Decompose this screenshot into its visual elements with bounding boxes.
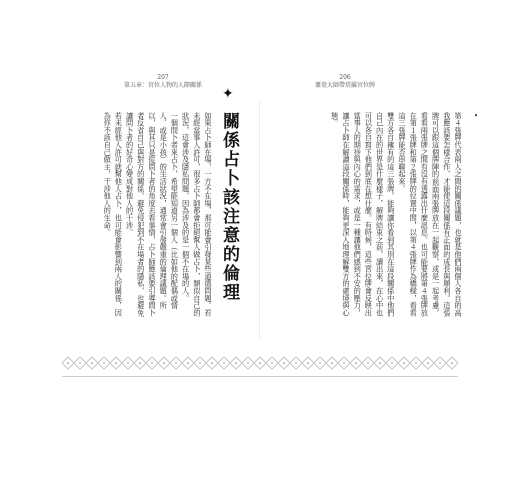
right-page-header	[300, 74, 390, 90]
right-page-header-title: 蕭葉大師帶塔羅宮位牌	[314, 82, 375, 89]
gutter-divider	[259, 100, 260, 340]
left-paragraph-3: 若未經他人許可就幫他人占卜，也可能會影響到兩人的關係，因為你不該自己做主，干涉他人的生命。	[103, 112, 124, 317]
right-paragraph-1: 第４張牌代表兩人之間的關係議題，也就是他們兩個人各自的高我應該要怎樣合作，才能使這段關係有正面的成長與順利。這張牌可以跟這個牌陣的前面兩張牌放在一起觀察，或是一起考慮，看看兩張牌之間有沒有透露出什麼訊息。也可能要將第４張牌放在第１張牌和第２張牌的位置中間，以第４張牌作為橋樑，看看這三張牌能否串聯起來。	[397, 112, 463, 317]
left-page-body	[92, 112, 214, 322]
bottom-rule	[62, 376, 458, 377]
left-paragraph-2: 一個問卜者來占卜，希望能知道另一個人（比如他的配偶或情人、或是小孩）的生活狀況，通常會引發嚴重的倫理議題。所以，與其只是從問卜者的角度去看事情，占卜師應該要引導問卜者反省自己與對方的關係，避免侵犯到不在場者的隱私，也避免讓問卜者的好奇心變成對他人的干涉。	[125, 112, 180, 317]
section-star-icon: ✦	[222, 86, 234, 102]
left-page-number: 207	[157, 74, 169, 81]
section-title: 關係占卜該注意的倫理	[219, 112, 239, 302]
left-page-header	[118, 74, 208, 90]
right-page-number: 206	[339, 74, 351, 81]
left-page-header-title: 第五章：宮位人物的人際關係	[123, 82, 202, 89]
ornament-border	[62, 356, 458, 370]
right-paragraph-2: 雙方各自擁有的這三張牌，能夠讓你看到其別在這段關係中他們自己內在的世界是什麼樣子，解牌結束之前，讀出來，在心中也可以各自寫下他們到底在想什麼。有時候，這些宮位牌會反映出當事人的期待與內心的需求，或是一種讓他們感到不安的壓力，讓占卜師在解讀這段關係時，能夠更深入地理解雙方的處境與心態。	[330, 112, 396, 317]
right-page-bullet: •	[474, 112, 479, 120]
left-paragraph-1: 如果占卜師在場，一方不在場，那可能會引發某些道德問題。若未經當事人許可，很多占卜師都會拒絕幫人做占卜，類似自己的狀況，這會涉及隱私問題，因為涉及的是一個不在場的人。	[181, 112, 213, 317]
right-page-body	[268, 112, 464, 322]
